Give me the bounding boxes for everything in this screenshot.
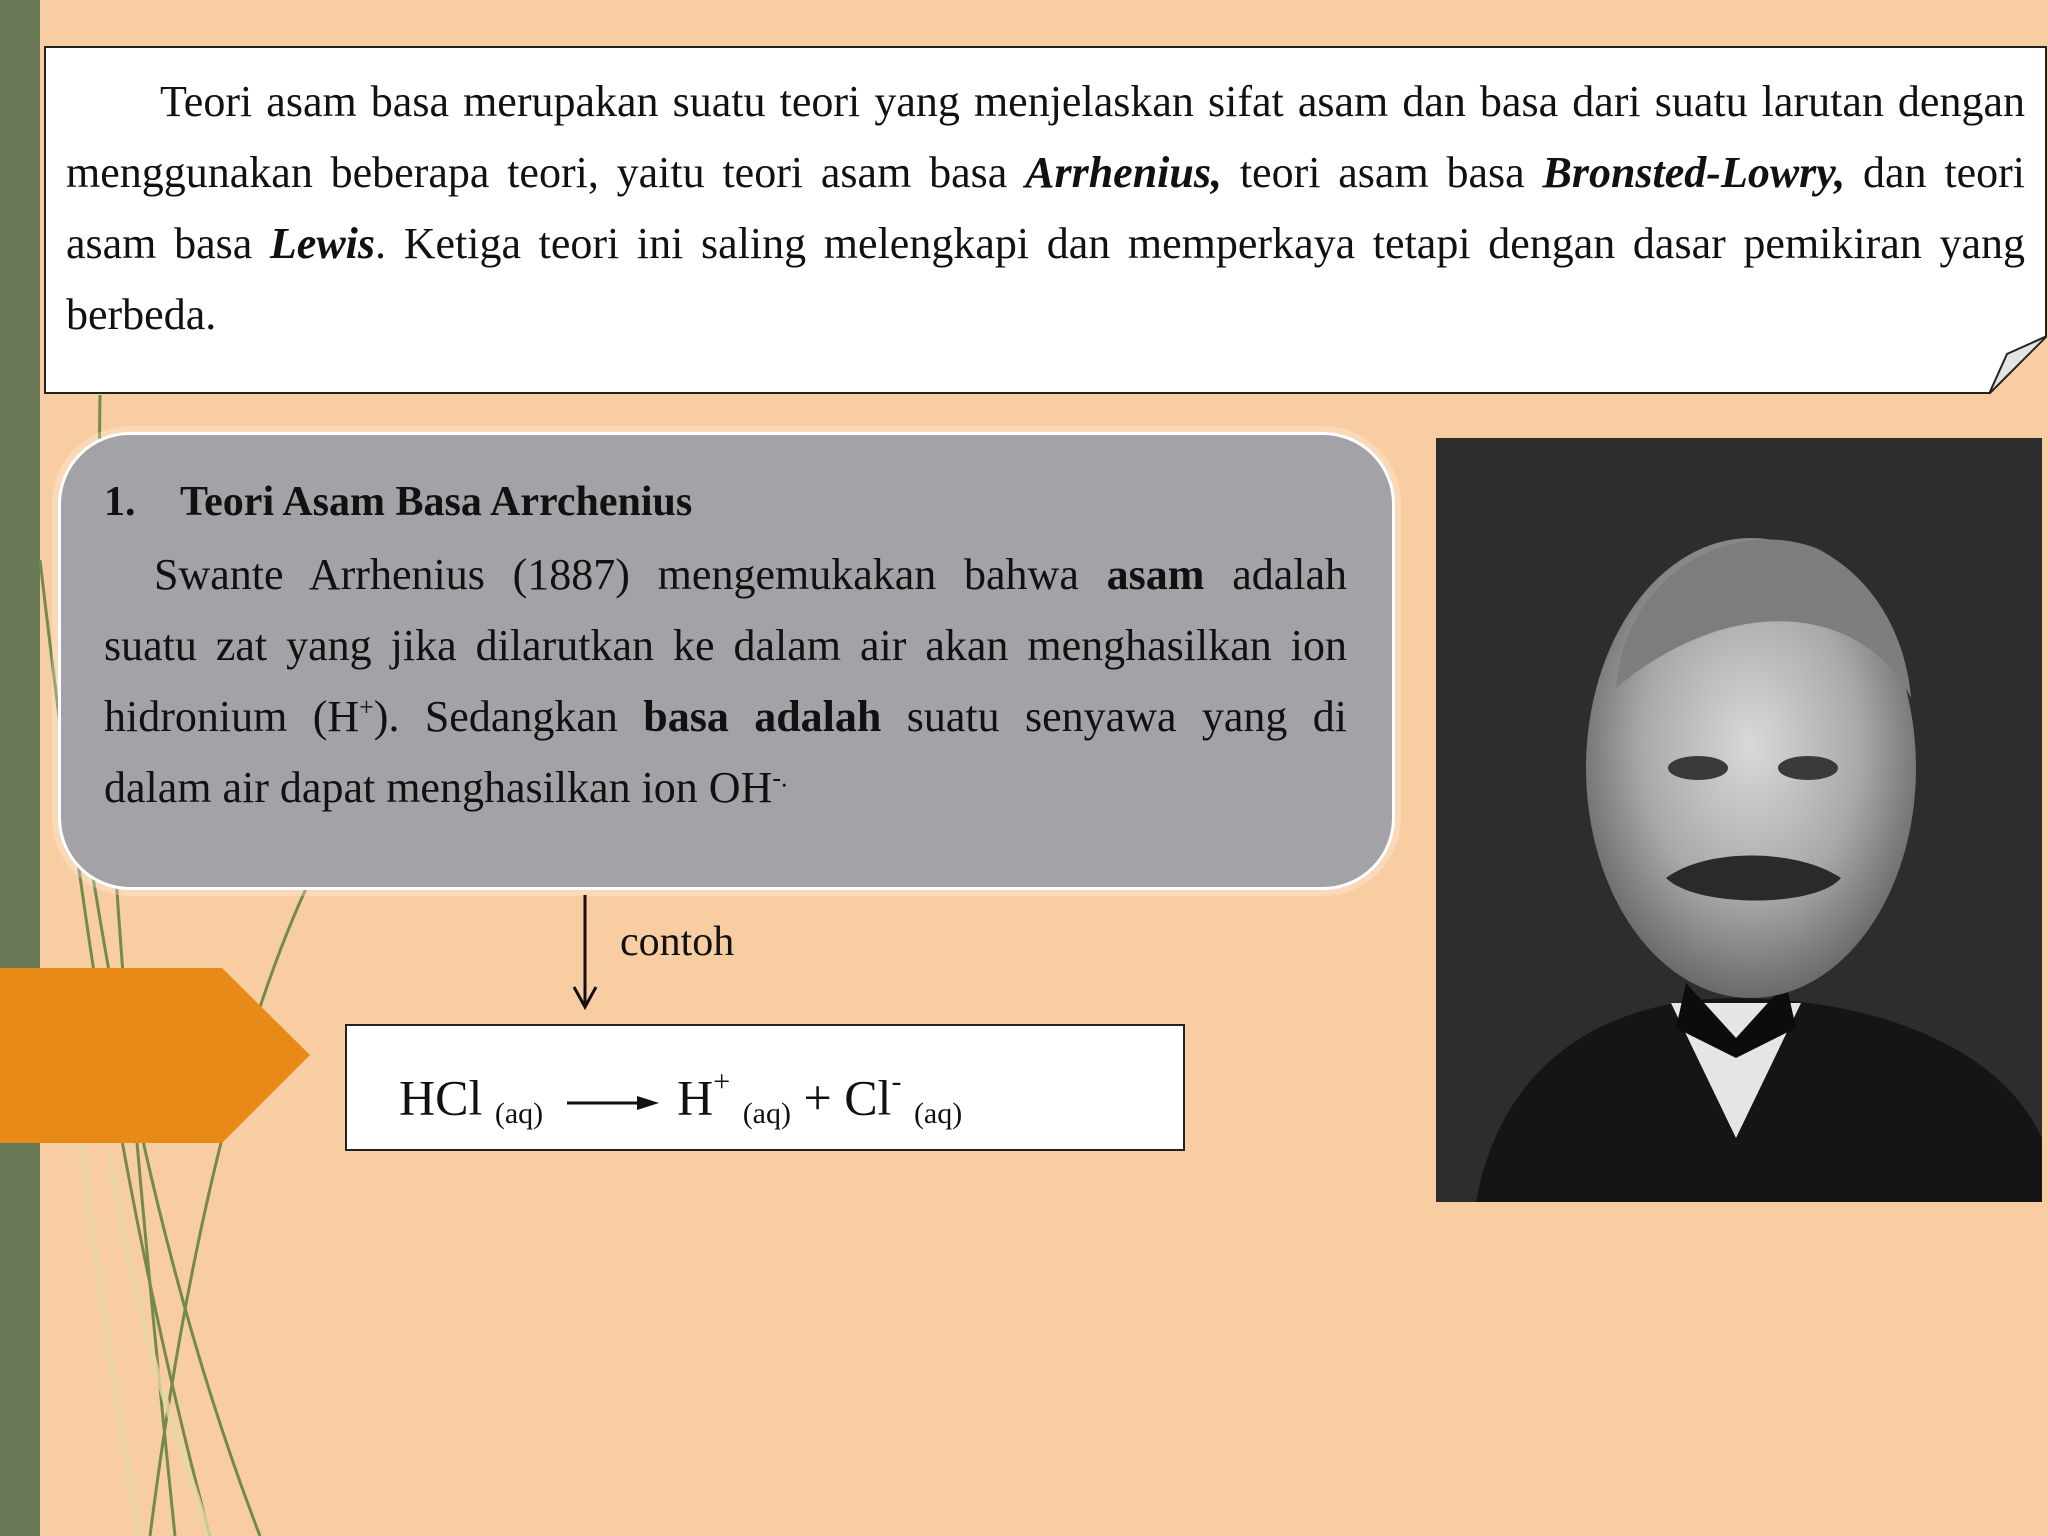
page-curl-icon	[1989, 336, 2047, 394]
product-hydrogen: H	[677, 1069, 714, 1126]
reaction-equation: HCl (aq) H+ (aq) + Cl- (aq)	[345, 1024, 1185, 1151]
intro-textbox	[44, 46, 2047, 394]
down-arrow-icon	[572, 895, 598, 1010]
product-chloride: Cl	[844, 1069, 892, 1126]
example-label: contoh	[620, 919, 735, 965]
arrhenius-card	[58, 432, 1395, 890]
arrhenius-term: Arrhenius,	[1025, 148, 1222, 197]
plus-sign: +	[803, 1069, 832, 1126]
bronsted-lowry-term: Bronsted-Lowry,	[1542, 148, 1846, 197]
arrhenius-portrait-photo	[1436, 438, 2042, 1202]
orange-arrow-shape	[0, 968, 310, 1143]
section-body: Swante Arrhenius (1887) mengemukakan bahwa asam adalah suatu zat yang jika dilarutkan ke dalam air akan menghasilkan ion hidronium (H+). Sedangkan basa adalah suatu senyawa yang di dalam air dapat menghasilkan ion OH-.	[104, 550, 1348, 812]
intro-paragraph: Teori asam basa merupakan suatu teori yang menjelaskan sifat asam dan basa dari suatu larutan dengan menggunakan beberapa teori, yaitu teori asam basa Arrhenius, teori asam basa Bronsted-Lowry, dan teori asam basa Lewis. Ketiga teori ini saling melengkapi dan memperkaya tetapi dengan dasar pemikiran yang berbeda.	[66, 77, 2026, 339]
reaction-arrow-icon	[567, 1093, 659, 1113]
section-title: 1. Teori Asam Basa Arrchenius	[104, 479, 693, 525]
reactant: HCl	[399, 1069, 483, 1126]
reactant-state: (aq)	[494, 1096, 544, 1130]
lewis-term: Lewis	[269, 219, 376, 268]
